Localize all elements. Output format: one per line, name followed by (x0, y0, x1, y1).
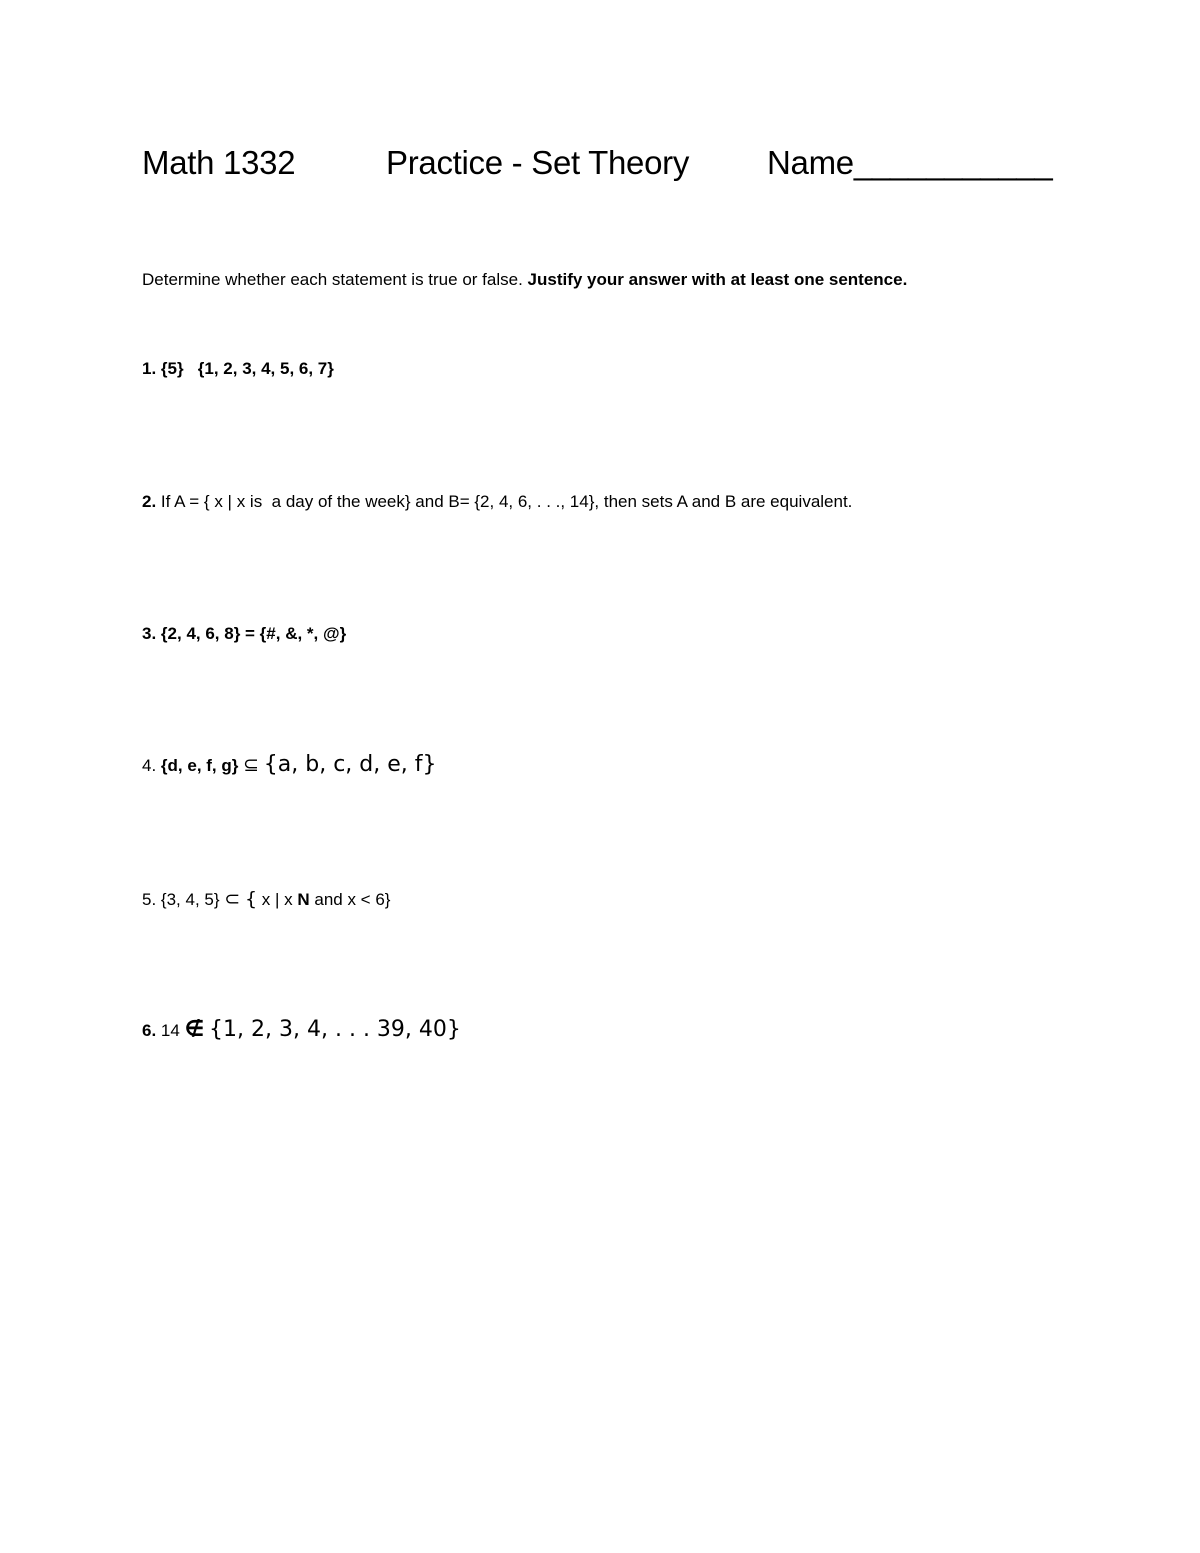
course-label: Math 1332 (142, 144, 296, 181)
question-2 (142, 489, 852, 515)
proper-subset-symbol: ⊂ (224, 888, 241, 910)
instructions-emphasis: Justify your answer with at least one sentence. (527, 270, 908, 289)
natural-numbers-label: N (297, 890, 310, 909)
worksheet-header (0, 141, 1200, 191)
not-element-symbol: ∉ (184, 1017, 205, 1042)
worksheet-title: Practice - Set Theory (386, 144, 690, 181)
question-right-set: {a, b, c, d, e, f} (263, 752, 437, 777)
question-3 (142, 621, 346, 647)
question-brace: { (244, 888, 258, 910)
question-number: 6. (142, 1021, 157, 1040)
question-condition: and x < 6} (309, 890, 391, 909)
question-right-set: {1, 2, 3, 4, . . . 39, 40} (209, 1017, 461, 1042)
instructions-text: Determine whether each statement is true or false. (142, 270, 523, 289)
question-4 (142, 752, 437, 779)
question-body: {2, 4, 6, 8} = {#, &, *, @} (160, 624, 347, 643)
question-body: {5} {1, 2, 3, 4, 5, 6, 7} (160, 359, 334, 378)
name-field: Name___________ (767, 144, 1053, 181)
question-left-set: {3, 4, 5} (160, 890, 220, 909)
question-number: 2. (142, 492, 157, 511)
question-6 (142, 1017, 461, 1044)
question-5 (142, 886, 390, 913)
question-number: 4. (142, 756, 157, 775)
question-set-builder: x | x (261, 890, 298, 909)
question-element: 14 (160, 1021, 180, 1040)
question-left-set: {d, e, f, g} (160, 756, 239, 775)
subset-equal-symbol: ⊆ (243, 754, 260, 776)
question-number: 3. (142, 624, 157, 643)
instructions (142, 268, 907, 292)
question-body: If A = { x | x is a day of the week} and B= {2, 4, 6, . . ., 14}, then sets A and B are equivalent. (160, 492, 853, 511)
question-1 (142, 356, 334, 382)
question-number: 5. (142, 890, 157, 909)
question-number: 1. (142, 359, 157, 378)
